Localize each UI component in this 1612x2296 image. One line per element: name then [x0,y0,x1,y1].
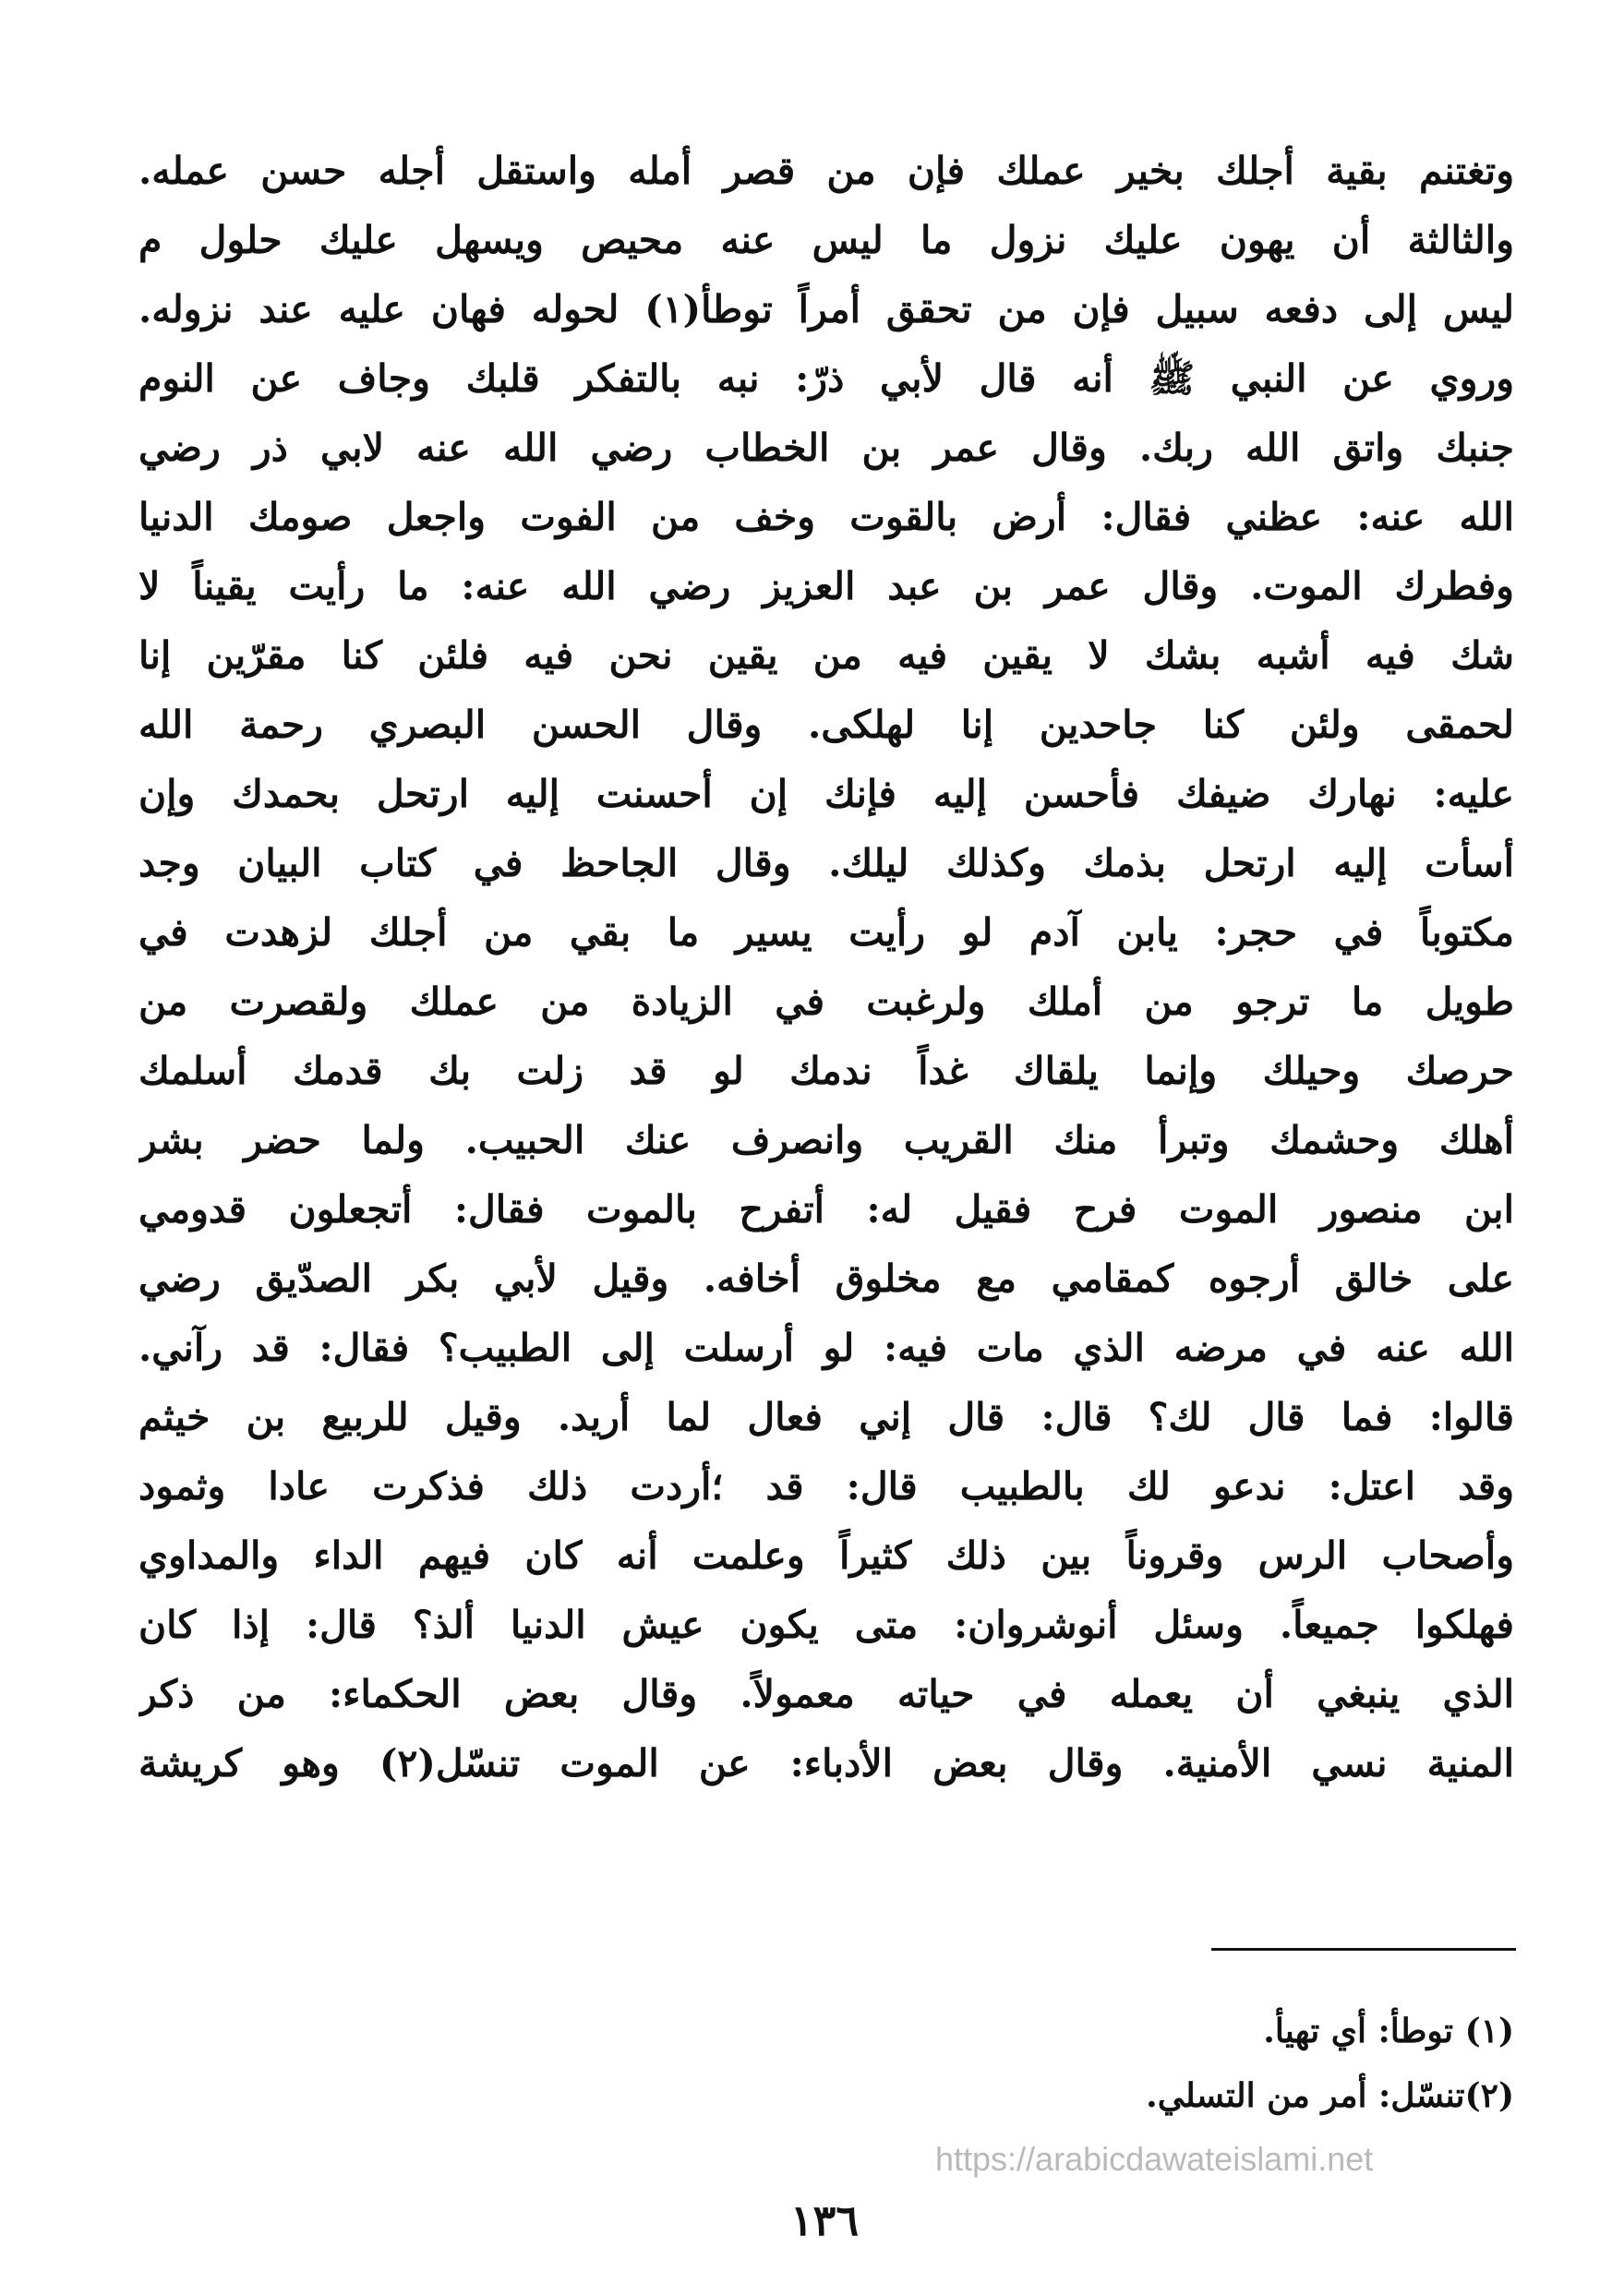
text-line: وروي عن النبي ﷺ أنه قال لأبي ذرّ: نبه بالتفكر قلبك وجاف عن النوم [138,356,1514,401]
text-line: الذي ينبغي أن يعمله في حياته معمولاً. وقال بعض الحكماء: من ذكر [138,1672,1514,1716]
watermark-url: https://arabicdawateislami.net [935,2140,1374,2178]
footnote-2: (٢)تنسّل: أمر من التسلي. [1146,2076,1514,2115]
text-line: شك فيه أشبه بشك لا يقين فيه من يقين نحن فيه فلئن كنا مقرّين إنا [138,633,1514,678]
footnote-separator [1211,1948,1516,1951]
text-line: طويل ما ترجو من أملك ولرغبت في الزيادة من عملك ولقصرت من [138,980,1514,1024]
text-line: فهلكوا جميعاً. وسئل أنوشروان: متى يكون عيش الدنيا ألذ؟ قال: إذا كان [138,1603,1514,1647]
text-line: الله عنه: عظني فقال: أرض بالقوت وخف من الفوت واجعل صومك الدنيا [138,495,1514,539]
text-line: قالوا: فما قال لك؟ قال: قال إني فعال لما أريد. وقيل للربيع بن خيثم [138,1395,1514,1439]
text-line: عليه: نهارك ضيفك فأحسن إليه فإنك إن أحسنت إليه ارتحل بحمدك وإن [138,772,1514,816]
text-line: حرصك وحيلك وإنما يلقاك غداً ندمك لو قد زلت بك قدمك أسلمك [138,1049,1514,1093]
text-line: أسأت إليه ارتحل بذمك وكذلك ليلك. وقال الجاحظ في كتاب البيان وجد [138,841,1514,885]
text-line: وفطرك الموت. وقال عمر بن عبد العزيز رضي الله عنه: ما رأيت يقيناً لا [138,564,1514,608]
main-text-block [138,137,1514,1798]
text-line: الله عنه في مرضه الذي مات فيه: لو أرسلت إلى الطبيب؟ فقال: قد رآني. [138,1326,1514,1370]
text-line: وتغتنم بقية أجلك بخير عملك فإن من قصر أمله واستقل أجله حسن عمله. [138,149,1514,193]
text-line: ليس إلى دفعه سبيل فإن من تحقق أمراً توطأ(١) لحوله فهان عليه عند نزوله. [138,287,1514,331]
text-line: والثالثة أن يهون عليك نزول ما ليس عنه محيص ويسهل عليك حلول م [138,218,1514,262]
text-line: ابن منصور الموت فرح فقيل له: أتفرح بالموت فقال: أتجعلون قدومي [138,1187,1514,1232]
text-line: لحمقى ولئن كنا جاحدين إنا لهلكى. وقال الحسن البصري رحمة الله [138,703,1514,747]
text-line: وأصحاب الرس وقروناً بين ذلك كثيراً وعلمت أنه كان فيهم الداء والمداوي [138,1533,1514,1578]
text-line: على خالق أرجوه كمقامي مع مخلوق أخافه. وقيل لأبي بكر الصدّيق رضي [138,1256,1514,1301]
text-line: المنية نسي الأمنية. وقال بعض الأدباء: عن الموت تنسّل(٢) وهو كريشة [138,1741,1514,1785]
footnotes [138,1999,1514,2128]
text-line: أهلك وحشمك وتبرأ منك القريب وانصرف عنك الحبيب. ولما حضر بشر [138,1118,1514,1162]
text-line: مكتوباً في حجر: يابن آدم لو رأيت يسير ما بقي من أجلك لزهدت في [138,910,1514,955]
footnote-1: (١) توطأ: أي تهيأ. [1263,2012,1514,2050]
text-line: جنبك واتق الله ربك. وقال عمر بن الخطاب رضي الله عنه لابي ذر رضي [138,426,1514,470]
text-line: وقد اعتل: ندعو لك بالطبيب قال: قد ؛أردت ذلك فذكرت عادا وثمود [138,1464,1514,1509]
page-number: ١٣٦ [789,2195,860,2245]
